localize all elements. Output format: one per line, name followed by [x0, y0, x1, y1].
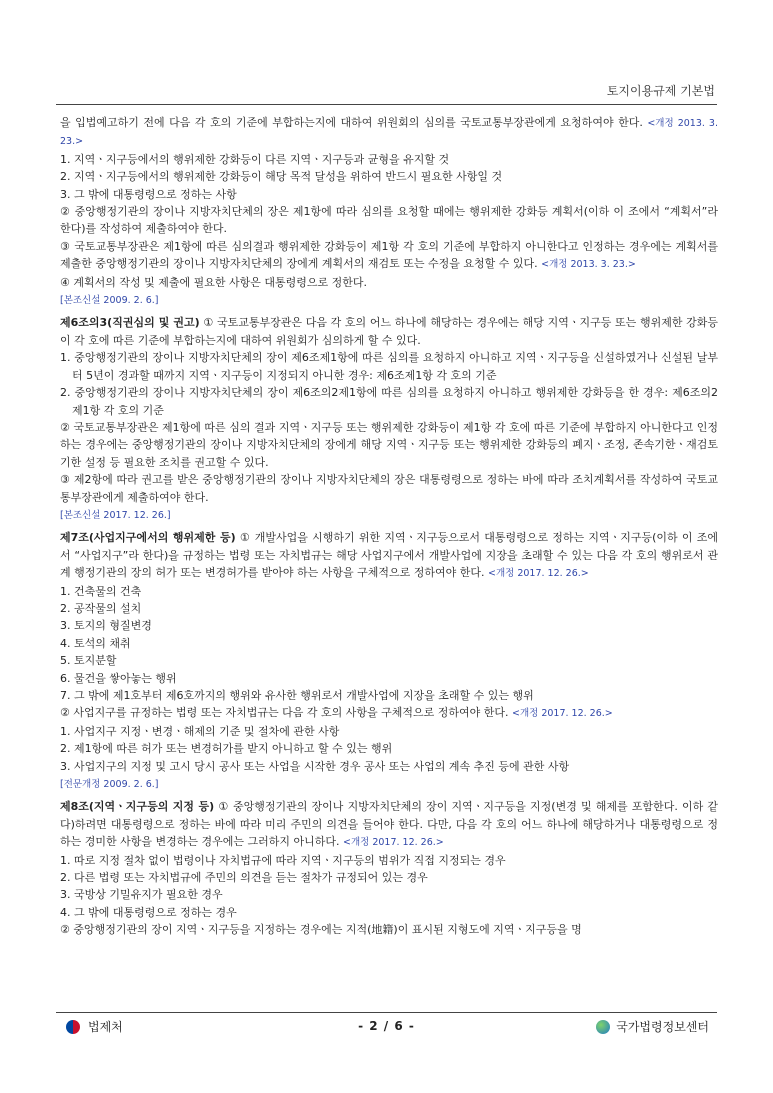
- paragraph: [60, 114, 718, 151]
- paragraph: [60, 291, 718, 309]
- list-item: [60, 687, 718, 704]
- paragraph-text: ② 국토교통부장관은 제1항에 따른 심의 결과 지역ㆍ지구등 또는 행위제한 강화등이 제1항 각 호에 따른 기준에 부합하지 아니한다고 인정하는 경우에는 중앙행정기관의 장이나 지방자치단체의 장에게 해당 지역ㆍ지구등 또는 행위제한 강화등의 폐지ㆍ조정, 존속기한ㆍ재검토기한 설정 등 필요한 조치를 권고할 수 있다.: [60, 420, 718, 469]
- paragraph-text: 2. 공작물의 설치: [60, 601, 142, 615]
- article-paragraph: [60, 529, 718, 582]
- paragraph-text: 2. 제1항에 따른 허가 또는 변경허가를 받지 아니하고 할 수 있는 행위: [60, 742, 393, 756]
- paragraph: [60, 506, 718, 524]
- list-item: [60, 652, 718, 669]
- paragraph-text: ② 사업지구를 규정하는 법령 또는 자치법규는 다음 각 호의 사항을 구체적으로 정하여야 한다.: [60, 706, 512, 720]
- paragraph-text: ① 국토교통부장관은 다음 각 호의 어느 하나에 해당하는 경우에는 해당 지역ㆍ지구등 또는 행위제한 강화등이 각 호에 따른 기준에 부합하는지에 대하여 위원회가 심의하게 할 수 있다.: [60, 316, 719, 347]
- list-item: [60, 723, 718, 740]
- list-item: [60, 168, 718, 185]
- list-item: [60, 869, 718, 886]
- paragraph: [60, 471, 718, 506]
- amendment-note: [전문개정 2009. 2. 6.]: [60, 779, 159, 791]
- list-item: [60, 349, 718, 384]
- paragraph: [60, 921, 718, 938]
- paragraph-text: 4. 그 밖에 대통령령으로 정하는 경우: [60, 905, 237, 919]
- paragraph-text: ② 중앙행정기관의 장이나 지방자치단체의 장은 제1항에 따라 심의를 요청할 때에는 행위제한 강화등 계획서(이하 이 조에서 “계획서”라 한다)를 작성하여 제출하여야 한다.: [60, 205, 718, 236]
- footer-right: [596, 1018, 709, 1035]
- paragraph-text: 2. 지역ㆍ지구등에서의 행위제한 강화등이 해당 목적 달성을 위하여 반드시 필요한 사항일 것: [60, 170, 503, 184]
- list-item: [60, 583, 718, 600]
- amendment-note: [본조신설 2017. 12. 26.]: [60, 509, 171, 521]
- list-item: [60, 852, 718, 869]
- paragraph-text: 1. 사업지구 지정ㆍ변경ㆍ해제의 기준 및 절차에 관한 사항: [60, 724, 340, 738]
- article-heading: 제8조(지역ㆍ지구등의 지정 등): [60, 800, 215, 814]
- page-footer: [56, 1016, 717, 1038]
- amendment-note: <개정 2013. 3. 23.>: [541, 259, 636, 271]
- article-heading: 제6조의3(직권심의 및 권고): [60, 316, 200, 330]
- amendment-note: <개정 2017. 12. 26.>: [488, 568, 589, 580]
- paragraph-text: 1. 지역ㆍ지구등에서의 행위제한 강화등이 다른 지역ㆍ지구등과 균형을 유지할 것: [60, 152, 450, 166]
- paragraph-text: ③ 국토교통부장관은 제1항에 따른 심의결과 행위제한 강화등이 제1항 각 호의 기준에 부합하지 아니한다고 인정하는 경우에는 계획서를 제출한 중앙행정기관의 장이나 지방자치단체의 장에게 계획서의 재검토 또는 수정을 요청할 수 있다.: [60, 239, 718, 271]
- paragraph-text: ④ 계획서의 작성 및 제출에 필요한 사항은 대통령령으로 정한다.: [60, 275, 367, 289]
- paragraph: [60, 274, 718, 291]
- paragraph-text: 4. 토석의 채취: [60, 636, 131, 650]
- list-item: [60, 904, 718, 921]
- paragraph-text: 7. 그 밖에 제1호부터 제6호까지의 행위와 유사한 행위로서 개발사업에 지장을 초래할 수 있는 행위: [60, 689, 534, 702]
- paragraph-text: 3. 그 밖에 대통령령으로 정하는 사항: [60, 187, 237, 201]
- document-body: [60, 114, 718, 939]
- paragraph-text: 1. 따로 지정 절차 없이 법령이나 자치법규에 따라 지역ㆍ지구등의 범위가 직접 지정되는 경우: [60, 853, 506, 867]
- paragraph: [60, 203, 718, 238]
- list-item: [60, 600, 718, 617]
- amendment-note: [본조신설 2009. 2. 6.]: [60, 295, 159, 307]
- law-center-logo-icon: [596, 1020, 610, 1034]
- list-item: [60, 635, 718, 652]
- list-item: [60, 186, 718, 203]
- list-item: [60, 758, 718, 775]
- footer-publisher: 법제처: [88, 1020, 123, 1034]
- page-number: - 2 / 6 -: [358, 1019, 415, 1033]
- document-title: 토지이용규제 기본법: [606, 84, 715, 98]
- paragraph-text: ① 중앙행정기관의 장이나 지방자치단체의 장이 지역ㆍ지구등을 지정(변경 및 해제를 포함한다. 이하 같다)하려면 대통령령으로 정하는 바에 따라 미리 주민의 의견을 들어야 한다. 다만, 다음 각 호의 어느 하나에 해당하거나 대통령령으로 정하는 경미한 사항을 변경하는 경우에는 그러하지 아니하다.: [60, 800, 718, 849]
- paragraph: [60, 238, 718, 274]
- amendment-note: <개정 2017. 12. 26.>: [343, 837, 444, 849]
- list-item: [60, 151, 718, 168]
- paragraph-text: 3. 토지의 형질변경: [60, 619, 152, 633]
- paragraph-text: 을 입법예고하기 전에 다음 각 호의 기준에 부합하는지에 대하여 위원회의 심의를 국토교통부장관에게 요청하여야 한다.: [60, 116, 648, 129]
- article-paragraph: [60, 798, 718, 851]
- amendment-note: <개정 2017. 12. 26.>: [511, 708, 613, 720]
- paragraph-text: ① 개발사업을 시행하기 위한 지역ㆍ지구등으로서 대통령령으로 정하는 지역ㆍ지구등(이하 이 조에서 “사업지구”라 한다)을 규정하는 법령 또는 자치법규는 해당 사업지구에서 개발사업에 지장을 초래할 수 있는 다음 각 호의 행위로서 관계 행정기관의 장의 허가 또는 변경허가를 받아야 하는 사항을 구체적으로 정하여야 한다.: [60, 531, 718, 580]
- paragraph-text: 3. 사업지구의 지정 및 고시 당시 공사 또는 사업을 시작한 경우 공사 또는 사업의 계속 추진 등에 관한 사항: [60, 759, 570, 773]
- paragraph-text: ③ 제2항에 따라 권고를 받은 중앙행정기관의 장이나 지방자치단체의 장은 대통령령으로 정하는 바에 따라 조치계획서를 작성하여 국토교통부장관에게 제출하여야 한다.: [60, 473, 718, 504]
- article-heading: 제7조(사업지구에서의 행위제한 등): [60, 531, 236, 545]
- paragraph-text: 1. 중앙행정기관의 장이나 지방자치단체의 장이 제6조제1항에 따른 심의를 요청하지 아니하고 지역ㆍ지구등을 신설하였거나 신설된 날부터 5년이 경과할 때까지 지역ㆍ지구등이 지정되지 아니한 경우: 제6조제1항 각 호의 기준: [60, 351, 718, 382]
- list-item: [60, 617, 718, 634]
- paragraph-text: 2. 중앙행정기관의 장이나 지방자치단체의 장이 제6조의2제1항에 따른 심의를 요청하지 아니하고 행위제한 강화등을 한 경우: 제6조의2제1항 각 호의 기준: [60, 386, 718, 417]
- paragraph-text: 3. 국방상 기밀유지가 필요한 경우: [60, 888, 223, 902]
- header-divider: [56, 104, 717, 105]
- list-item: [60, 886, 718, 903]
- footer-divider: [56, 1012, 717, 1013]
- paragraph-text: 5. 토지분할: [60, 654, 117, 668]
- paragraph-text: 2. 다른 법령 또는 자치법규에 주민의 의견을 듣는 절차가 규정되어 있는 경우: [60, 871, 428, 885]
- paragraph-text: 6. 물건을 쌓아놓는 행위: [60, 671, 177, 685]
- list-item: [60, 740, 718, 757]
- paragraph: [60, 419, 718, 471]
- footer-site: 국가법령정보센터: [616, 1020, 709, 1034]
- paragraph-text: 1. 건축물의 건축: [60, 584, 142, 598]
- paragraph: [60, 704, 718, 722]
- paragraph: [60, 775, 718, 793]
- list-item: [60, 670, 718, 687]
- amendment-note: <개정 2013. 3. 23.>: [60, 118, 718, 148]
- paragraph-text: ② 중앙행정기관의 장이 지역ㆍ지구등을 지정하는 경우에는 지적(地籍)이 표시된 지형도에 지역ㆍ지구등을 명: [60, 923, 582, 937]
- list-item: [60, 384, 718, 419]
- article-paragraph: [60, 314, 718, 349]
